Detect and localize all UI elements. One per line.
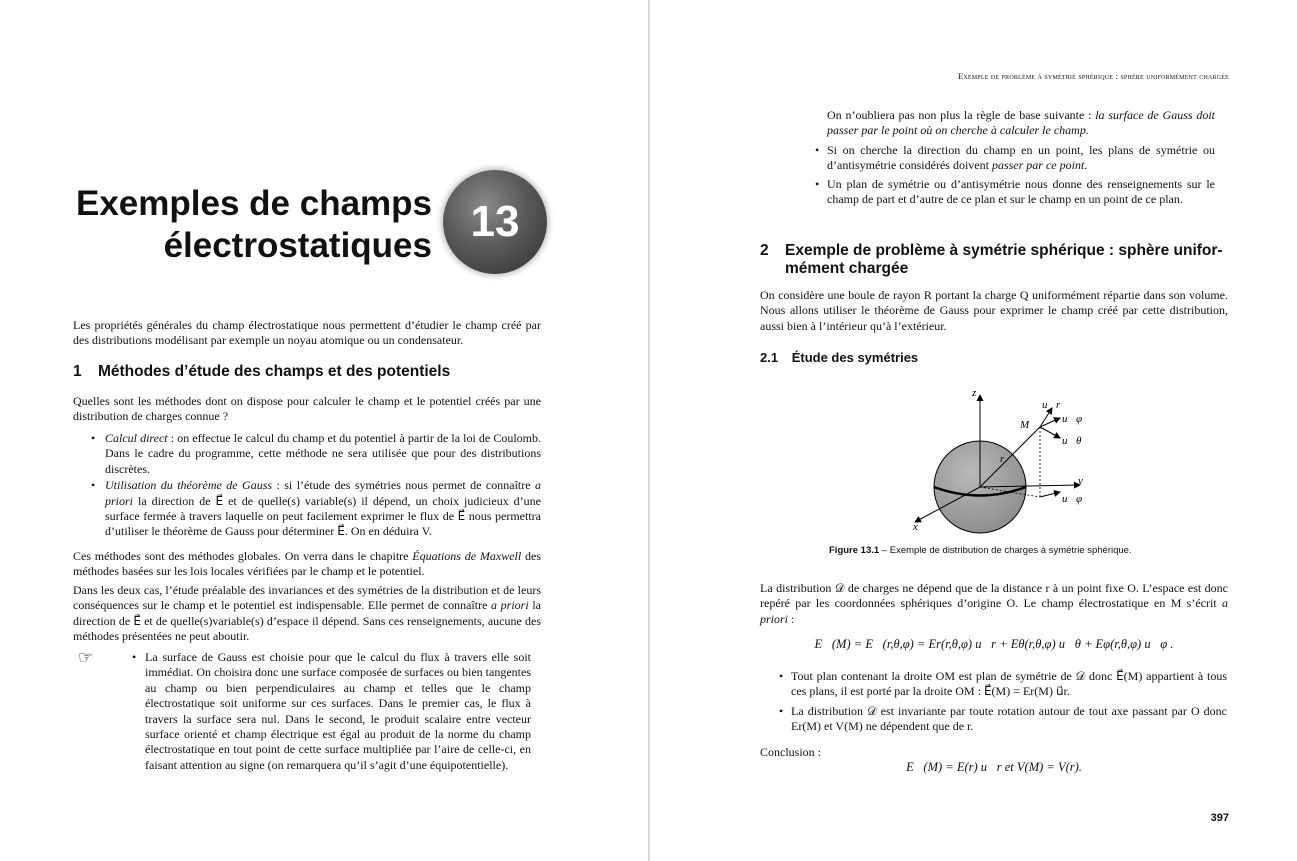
gauss-rule-paragraph: [827, 108, 1215, 139]
list-item: • Calcul direct : on effectue le calcul du champ et du potentiel à partir de la loi de Coulomb. Dans le cadre du programme, cette méthode ne sera utilisée que pour des distributions discrètes.: [91, 431, 542, 476]
section-2-paragraph: On considère une boule de rayon R portant la charge Q uniformément répartie dans son volume. Nous allons utiliser le théorème de Gauss pour exprimer le champ créé par cette distribution, aussi bien à l’intérieur qu’à l’extérieur.: [760, 288, 1228, 333]
gauss-note: • La surface de Gauss est choisie pour que le calcul du flux à travers elle soit immédiat. On choisira donc une surface composée de surfaces ou bien tangentes au champ ou bien perpendiculaires au champ et telles que le champ électrostatique soit uniforme sur ces surfaces. Dans le premier cas, le flux à travers la surface sera nul. Dans le second, le produit scalaire entre vecteur surface orienté et champ électrique est égal au produit de la norme du champ électrostatique en tout point de cette surface multipliée par l’aire de celle-ci, en faisant attention au signe (on remarquera qu’il s’agit d’une équipotentielle).: [132, 650, 531, 772]
section-1-paragraph: Quelles sont les méthodes dont on dispose pour calculer le champ et le potentiel créés par une distribution de charges connue ?: [73, 394, 541, 424]
paragraph-text: La distribution 𝒟 de charges ne dépend que de la distance r à un point fixe O. L’espace est donc repéré par les coordonnées sphériques d’origine O. Le champ électrostatique en M s’écrit: [760, 581, 1228, 611]
section-1-number: 1: [73, 363, 82, 380]
rule-text: .: [1084, 158, 1088, 173]
symmetry-rules-list: [815, 143, 1215, 208]
paragraph-text: des méthodes basées sur les lois locales vérifiées par le champ et le potentiel.: [73, 549, 541, 579]
left-page: [0, 0, 648, 861]
list-item: • Si on cherche la direction du champ en un point, les plans de symétrie ou d’antisymétrie considérés doivent passer par ce point.: [815, 143, 1215, 173]
deductions-list: [779, 669, 1227, 735]
rule-emphasis: passer par ce point: [991, 158, 1085, 173]
z-label: z: [972, 387, 977, 399]
conclusion-equation: E⃗(M) = E(r) u⃗r et V(M) = V(r).: [906, 760, 1082, 774]
paragraph-text: la direction de E⃗ et de quelle(s)variable(s) d’espace il dépend. Sans ces renseignements, aucune des méthodes présentées ne peut aboutir.: [73, 598, 541, 644]
list-item: • La distribution 𝒟 est invariante par toute rotation autour de tout axe passant par O donc Er(M) et V(M) ne dépendent que de r.: [779, 703, 1227, 734]
list-item: • Un plan de symétrie ou d’antisymétrie nous donne des renseignements sur le champ de part et d’autre de ce plan et sur le champ en un point de ce plan.: [815, 176, 1215, 207]
ur-label: u⃗r: [1042, 399, 1061, 411]
rule-text: Si on cherche la direction du champ en un point, les plans de symétrie ou d’antisymétrie considérés doivent: [827, 143, 1215, 173]
chapter-number-badge: [443, 170, 547, 274]
paragraph-text: Ces méthodes sont des méthodes globales. On verra dans le chapitre: [73, 549, 413, 563]
figure-caption-number: Figure 13.1: [829, 545, 880, 556]
utheta-label: u⃗θ: [1062, 435, 1082, 447]
uphi-vector-equator: [1040, 492, 1060, 497]
uphi-equator-label: u⃗φ: [1062, 493, 1083, 505]
conclusion-label: Conclusion :: [760, 745, 822, 759]
section-2-title-line2: mément chargée: [785, 260, 909, 277]
right-page: [650, 0, 1297, 861]
running-head: Exemple de problème à symétrie sphérique : sphère uniformément chargée: [957, 71, 1229, 81]
list-item: • Tout plan contenant la droite OM est plan de symétrie de 𝒟 donc E⃗(M) appartient à tous ces plans, il est porté par la droite OM : E⃗(M) = Er(M) u⃗r.: [779, 669, 1227, 699]
paragraph-text: :: [788, 611, 795, 626]
figure-caption: [829, 545, 1132, 556]
section-1-title: Méthodes d’étude des champs et des potentiels: [97, 363, 451, 380]
deduction-text: La distribution 𝒟 est invariante par toute rotation autour de tout axe passant par O donc Er(M) et V(M) ne dépendent que de r.: [791, 703, 1227, 734]
method-label-gauss: Utilisation du théorème de Gauss: [105, 478, 273, 493]
section-2-title-line1: Exemple de problème à symétrie sphérique : sphère unifor-: [785, 242, 1223, 259]
chapter-number: 13: [470, 197, 520, 246]
paragraph-text: Dans les deux cas, l’étude préalable des invariances et des symétries de la distribution et de leurs conséquences sur le champ et le potentiel est indispensable. Elle permet de connaître: [73, 583, 541, 613]
a-priori-text: a priori: [105, 478, 541, 508]
section-2-heading: [760, 242, 1230, 278]
list-item: • Utilisation du théorème de Gauss : si l’étude des symétries nous permet de connaître a priori la direction de E⃗ et de quelle(s) variable(s) il dépend, un choix judicieux d’une surface fermée à travers laquelle on peut facilement exprimer le flux de E⃗ nous permettra d’utiliser le théorème de Gauss pour déterminer E⃗. On en déduira V.: [91, 478, 541, 539]
method-text-direct: : on effectue le calcul du champ et du potentiel à partir de la loi de Coulomb. Dans le cadre du programme, cette méthode ne sera utilisée que pour des distributions discrètes.: [105, 431, 542, 476]
intro-paragraph: Les propriétés générales du champ électrostatique nous permettent d’étudier le champ créé par des distributions modélisant par exemple un noyau atomique ou un condensateur.: [73, 318, 541, 348]
method-text-gauss-a: : si l’étude des symétries nous permet de connaître: [272, 478, 535, 493]
a-priori-text: a priori: [491, 598, 529, 613]
subsection-number: 2.1: [760, 350, 779, 365]
figure-caption-text: – Exemple de distribution de charges à symétrie sphérique.: [879, 545, 1132, 556]
section-1-heading: [73, 363, 450, 381]
r-label: r: [1000, 453, 1005, 465]
distribution-paragraph: [760, 581, 1228, 627]
M-label: M: [1020, 419, 1030, 431]
subsection-title: Étude des symétries: [791, 350, 919, 365]
symmetry-paragraph: [73, 583, 541, 645]
deduction-text: Tout plan contenant la droite OM est plan de symétrie de 𝒟 donc E⃗(M) appartient à tous ces plans, il est porté par la droite OM : E⃗(M) = Er(M) u⃗r.: [791, 669, 1227, 699]
page-number: 397: [1210, 812, 1229, 824]
method-text-gauss-b: la direction de E⃗ et de quelle(s) variable(s) il dépend, un choix judicieux d’une surface fermée à travers laquelle on peut facilement exprimer le flux de E⃗ nous permettra d’utiliser le théorème de Gauss pour déterminer E⃗. On en déduira V.: [105, 493, 541, 539]
section-2-number: 2: [760, 242, 769, 259]
methods-list: [91, 431, 542, 540]
chapter-title-line2: électrostatiques: [163, 226, 432, 265]
rule-text: Un plan de symétrie ou d’antisymétrie nous donne des renseignements sur le champ de part et d’autre de ce plan et sur le champ en un point de ce plan.: [827, 176, 1215, 207]
hand-pointer-icon: ☞: [78, 648, 94, 667]
utheta-vector: [1040, 427, 1060, 438]
global-methods-paragraph: [73, 549, 541, 580]
paragraph-text: On n’oubliera pas non plus la règle de base suivante :: [827, 108, 1096, 122]
chapter-title: [76, 183, 432, 267]
x-label: x: [913, 521, 918, 533]
a-priori-text: a priori: [760, 596, 1228, 626]
subsection-2-1-heading: [760, 350, 918, 365]
uphi-label: u⃗φ: [1062, 413, 1083, 425]
method-label-direct: Calcul direct: [105, 431, 168, 445]
y-label: y: [1078, 475, 1083, 487]
gauss-note-text: La surface de Gauss est choisie pour que le calcul du flux à travers elle soit immédiat. On choisira donc une surface composée de surfaces ou bien tangentes au champ ou bien perpendiculaires au champ et telles que le champ électrostatique soit uniforme sur ces surfaces. Dans le premier cas, le flux à travers la surface sera nul. Dans le second, le produit scalaire entre vecteur surface orienté et champ électrique est égal au produit de la norme du champ électrostatique en tout point de cette surface multipliée par l’aire de celle-ci, en faisant attention au signe (on remarquera qu’il s’agit d’une équipotentielle).: [145, 650, 531, 772]
sphere-figure: [890, 380, 1110, 540]
field-equation: E⃗(M) = E⃗(r,θ,φ) = Er(r,θ,φ) u⃗r + Eθ(r,θ,φ) u⃗θ + Eφ(r,θ,φ) u⃗φ .: [814, 637, 1174, 651]
chapter-reference: Équations de Maxwell: [412, 549, 522, 563]
gauss-rule-emphasis: la surface de Gauss doit passer par le point où on cherche à calculer le champ.: [827, 108, 1215, 138]
chapter-title-line1: Exemples de champs: [76, 184, 432, 223]
